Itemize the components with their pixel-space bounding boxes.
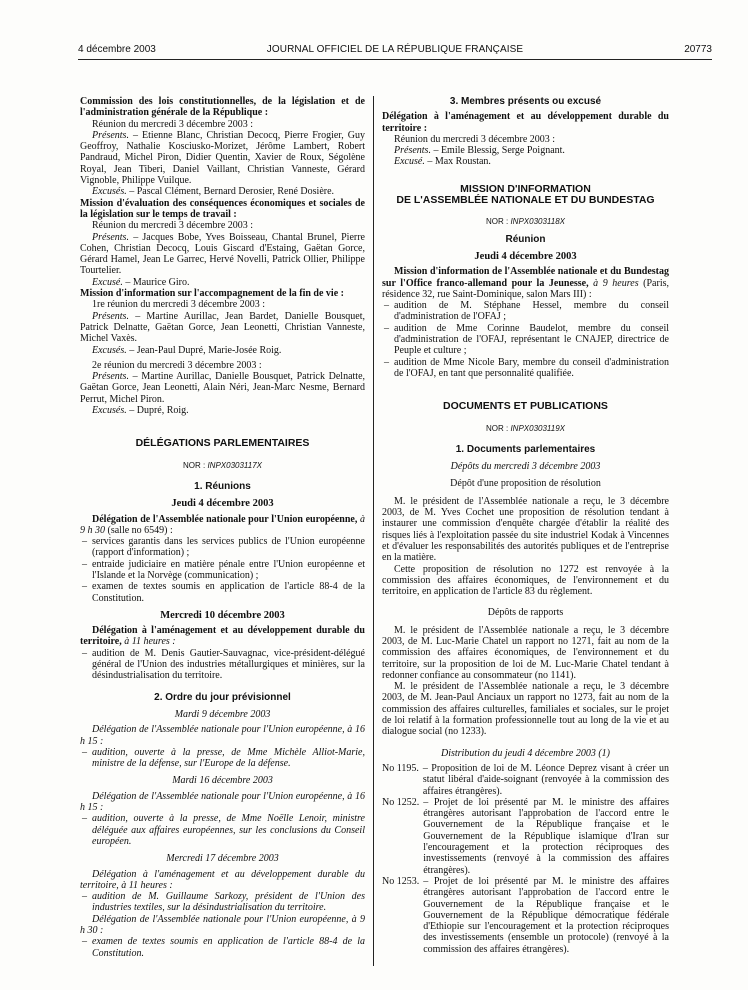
excused-names: – Pascal Clément, Bernard Derosier, René Dosière. — [129, 186, 335, 198]
membres-excused — [382, 156, 669, 167]
reunions-date-2: Mercredi 10 décembre 2003 — [160, 609, 285, 621]
delegation-ue-agenda — [80, 536, 365, 604]
ordre-delegation-1: Délégation de l'Assemblée nationale pour l'Union européenne, à 16 h 15 : — [80, 724, 365, 747]
mission-fin-de-vie-present-2 — [80, 371, 365, 405]
excused-label: Excusés. — [92, 186, 127, 198]
list-item: – audition de M. Denis Gautier-Sauvagnac, vice-président-délégué général de l'Union des industries métallurgiques et minières, sur la désindustrialisation du territoire. — [80, 648, 365, 682]
list-item: – entraide judiciaire en matière pénale entre l'Union européenne et l'Islande et la Norvège (communication) ; — [80, 559, 365, 582]
distribution-date: Distribution du jeudi 4 décembre 2003 (1) — [440, 747, 611, 759]
list-item: – audition de M. Stéphane Hessel, membre du conseil d'administration de l'OFAJ ; — [382, 300, 669, 323]
depots-date: Dépôts du mercredi 3 décembre 2003 — [450, 461, 601, 473]
delegations-nor — [80, 460, 365, 471]
nor-label: NOR : — [485, 217, 509, 227]
nor-code: INPX0303117X — [207, 460, 263, 470]
membres-heading: 3. Membres présents ou excusé — [449, 96, 602, 107]
delegation-title: Délégation à l'aménagement et au développement durable du territoire, — [80, 625, 365, 648]
depots-rapports-paragraph-2: M. le président de l'Assemblée nationale a reçu, le 3 décembre 2003, de M. Jean-Paul Anciaux un rapport no 1273, fait au nom de la commission des affaires culturelles, familiales et sociales, sur le projet de loi relatif à la formation professionnelle tout au long de la vie et au dialogue social (no 1233). — [382, 681, 669, 738]
ordre-delegation-3a: Délégation à l'aménagement et au développement durable du territoire, à 11 heures : — [80, 868, 365, 891]
nor-label: NOR : — [485, 423, 509, 433]
ordre-agenda-3b — [80, 936, 365, 959]
mission-heading-line-2: DE L'ASSEMBLÉE NATIONALE ET DU BUNDESTAG — [396, 194, 655, 207]
delegation-time: à 11 heures : — [124, 636, 176, 648]
reunions-heading: 1. Réunions — [194, 480, 251, 492]
membres-delegation-title: Délégation à l'aménagement et au développement durable du territoire : — [382, 111, 669, 134]
depots-rapports-subheading: Dépôts de rapports — [487, 607, 564, 619]
list-item: – examen de textes soumis en application de l'article 88-4 de la Constitution. — [80, 581, 365, 604]
membres-meeting: Réunion du mercredi 3 décembre 2003 : — [394, 133, 556, 145]
left-column — [80, 96, 365, 959]
mission-fin-de-vie-title: Mission d'information sur l'accompagnement de la fin de vie : — [80, 288, 344, 300]
mission-fin-de-vie-excused-1 — [80, 345, 365, 356]
present-label: Présents. — [92, 310, 129, 322]
ordre-delegation-2: Délégation de l'Assemblée nationale pour l'Union européenne, à 16 h 15 : — [80, 790, 365, 814]
excused-label: Excusés. — [92, 344, 127, 356]
depot-resolution-paragraph-2: Cette proposition de résolution no 1272 est renvoyée à la commission des affaires économiques, de l'environnement et du territoire, en application de l'article 83 du règlement. — [382, 563, 669, 598]
reunions-date-1: Jeudi 4 décembre 2003 — [171, 498, 274, 510]
ordre-agenda-3a — [80, 891, 365, 914]
present-label: Présents. — [92, 371, 129, 383]
document-text: – Projet de loi présenté par M. le ministre des affaires étrangères autorisant l'approbation de l'accord entre le Gouvernement de la République française et le Gouvernement de la République démocratique fédérale d'Ethiopie sur l'encouragement et la protection réciproques des investissements (ensemble un protocole) (renvoyé à la commission des affaires étrangères). — [423, 875, 669, 955]
excused-label: Excusés. — [92, 405, 127, 417]
document-text: – Proposition de loi de M. Léonce Deprez visant à créer un statut libéral d'aide-soignant (renvoyée à la commission des affaires étrangères). — [422, 762, 669, 797]
delegation-time: à 9 h 30 — [80, 513, 365, 536]
mission-heading-line-1: MISSION D'INFORMATION — [460, 182, 591, 195]
mission-fin-de-vie-present-1 — [80, 311, 365, 345]
documents-heading: DOCUMENTS ET PUBLICATIONS — [443, 400, 608, 413]
excused-names: – Max Roustan. — [427, 156, 491, 168]
mission-temps-travail-excused — [80, 277, 365, 288]
ordre-date-2: Mardi 16 décembre 2003 — [172, 775, 273, 787]
document-item — [382, 876, 669, 955]
header-rule — [78, 59, 712, 60]
excused-names: – Jean-Paul Dupré, Marie-Josée Roig. — [129, 344, 282, 356]
mission-agenda — [382, 300, 669, 379]
mission-temps-travail-meeting: Réunion du mercredi 3 décembre 2003 : — [92, 220, 254, 232]
depot-resolution-paragraph-1: M. le président de l'Assemblée nationale a reçu, le 3 décembre 2003, de M. Yves Cochet une proposition de résolution tendant à instaurer une commission d'enquête chargée d'établir la réalité des risques liés à l'exploitation passée du site industriel Kodak à Vincennes et d'évaluer les responsabilités des autorités publiques et de l'entreprise en la matière. — [382, 495, 669, 564]
ordre-agenda-2 — [80, 813, 365, 847]
excused-label: Excusé. — [92, 276, 123, 288]
mission-title: Mission d'information de l'Assemblée nationale et du Bundestag sur l'Office franco-allemand pour la Jeunesse, — [382, 266, 669, 289]
list-item: – audition de Mme Corinne Baudelot, membre du conseil d'administration de l'OFAJ, représentant le CNAJEP, directrice de Peuple et culture ; — [382, 323, 669, 357]
document-item — [382, 763, 669, 797]
delegation-territoire-entry — [80, 625, 365, 648]
excused-names: – Maurice Giro. — [125, 276, 190, 288]
depot-resolution-subheading: Dépôt d'une proposition de résolution — [450, 478, 601, 490]
nor-code: INPX0303118X — [510, 217, 566, 227]
present-label: Présents. — [394, 145, 431, 157]
nor-code: INPX0303119X — [510, 423, 566, 433]
commission-lois-excused — [80, 186, 365, 197]
ordre-agenda-1 — [80, 747, 365, 770]
depots-rapports-paragraph-1: M. le président de l'Assemblée nationale a reçu, le 3 décembre 2003, de M. Luc-Marie Chatel un rapport no 1271, fait au nom de la commission des affaires économiques, de l'environnement et du territoire, sur la proposition de loi de M. Luc-Marie Chatel tendant à redonner confiance au consommateur (no 1141). — [382, 624, 669, 681]
ordre-date-3: Mercredi 17 décembre 2003 — [166, 853, 279, 865]
commission-lois-meeting: Réunion du mercredi 3 décembre 2003 : — [92, 118, 254, 130]
excused-names: – Dupré, Roig. — [129, 405, 189, 417]
header-journal-title: JOURNAL OFFICIEL DE LA RÉPUBLIQUE FRANÇAISE — [266, 44, 524, 55]
mission-nor — [382, 216, 669, 227]
documents-nor — [382, 423, 669, 434]
present-names: – Emile Blessig, Serge Poignant. — [433, 145, 565, 157]
list-item: – audition, ouverte à la presse, de Mme Michèle Alliot-Marie, ministre de la défense, sur l'Europe de la défense. — [80, 747, 365, 770]
document-number: No 1253. — [382, 875, 420, 887]
mission-temps-travail-present — [80, 232, 365, 277]
excused-label: Excusé. — [394, 156, 425, 168]
list-item: – audition de M. Guillaume Sarkozy, président de l'Union des industries textiles, sur la désindustrialisation du territoire. — [80, 891, 365, 914]
commission-lois-present — [80, 130, 365, 186]
delegation-room: (salle no 6549) : — [107, 524, 173, 536]
mission-reunion-heading: Réunion — [505, 233, 546, 245]
mission-fin-de-vie-meeting-1: 1re réunion du mercredi 3 décembre 2003 : — [92, 299, 265, 311]
commission-lois-title: Commission des lois constitutionnelles, de la législation et de l'administration générale de la République : — [80, 96, 365, 119]
mission-date: Jeudi 4 décembre 2003 — [474, 250, 577, 262]
ordre-delegation-3b: Délégation de l'Assemblée nationale pour l'Union européenne, à 9 h 30 : — [80, 913, 365, 936]
mission-temps-travail-title: Mission d'évaluation des conséquences économiques et sociales de la législation sur le temps de travail : — [80, 197, 365, 220]
ordre-date-1: Mardi 9 décembre 2003 — [174, 708, 271, 720]
document-number: No 1195. — [382, 762, 419, 774]
present-names: – Martine Aurillac, Danielle Bousquet, Patrick Delnatte, Gaëtan Gorce, Jean Leonetti, Alain Néri, Jean-Marc Nesme, Bernard Perrut, Michel Piron. — [80, 371, 366, 405]
mission-entry — [382, 266, 669, 300]
header-page-number: 20773 — [684, 44, 712, 55]
present-names: – Martine Aurillac, Jean Bardet, Danielle Bousquet, Patrick Delnatte, Gaëtan Gorce, Jean Leonetti, Christian Vanneste, Michel Vaxès. — [80, 310, 365, 345]
membres-present — [382, 145, 669, 156]
present-names: – Etienne Blanc, Christian Decocq, Pierre Frogier, Guy Geoffroy, Nathalie Kosciusko-Morizet, Jérôme Lambert, Robert Pandraud, Michel Piron, Didier Quentin, Xavier de Roux, Ségolène Royal, Jean Tiberi, Daniel Vaillant, Christian Vanneste, Gérard Vignoble, Philippe Vuilque. — [80, 129, 365, 187]
present-names: – Jacques Bobe, Yves Boisseau, Chantal Brunel, Pierre Cohen, Christian Decocq, Louis Giscard d'Estaing, Gaëtan Gorce, Gérard Hamel, Jean Le Garrec, Hervé Novelli, Patrick Ollier, Philippe Tourtelier. — [80, 231, 365, 277]
nor-label: NOR : — [182, 460, 206, 470]
document-text: – Projet de loi présenté par M. le ministre des affaires étrangères autorisant l'approbation de l'accord entre le Gouvernement de la République française et le Gouvernement de la République islamique d'Iran sur l'encouragement et la protection réciproques des investissements (renvoyé à la commission des affaires étrangères). — [423, 796, 669, 876]
delegation-territoire-agenda — [80, 648, 365, 682]
document-item — [382, 797, 669, 876]
delegation-title: Délégation de l'Assemblée nationale pour l'Union européenne, — [92, 513, 358, 525]
mission-time: à 9 heures — [593, 277, 639, 289]
mission-place: (Paris, résidence 32, rue Saint-Dominique, salon Mars III) : — [382, 277, 669, 300]
mission-fin-de-vie-meeting-2: 2e réunion du mercredi 3 décembre 2003 : — [92, 359, 262, 371]
present-label: Présents. — [92, 129, 129, 141]
delegations-heading: DÉLÉGATIONS PARLEMENTAIRES — [135, 437, 310, 450]
mission-fin-de-vie-excused-2 — [80, 405, 365, 416]
list-item: – examen de textes soumis en application de l'article 88-4 de la Constitution. — [80, 936, 365, 959]
page-header — [78, 44, 712, 60]
header-date: 4 décembre 2003 — [78, 44, 156, 55]
document-number: No 1252. — [382, 796, 420, 808]
list-item: – audition, ouverte à la presse, de Mme Noëlle Lenoir, ministre déléguée aux affaires européennes, sur les conclusions du Conseil européen. — [80, 813, 365, 847]
delegation-ue-entry — [80, 514, 365, 537]
ordre-du-jour-heading: 2. Ordre du jour prévisionnel — [154, 691, 291, 703]
present-label: Présents. — [92, 231, 129, 243]
right-column — [382, 96, 669, 955]
list-item: – audition de Mme Nicole Bary, membre du conseil d'administration de l'OFAJ, en tant que personnalité qualifiée. — [382, 357, 669, 380]
list-item: – services garantis dans les services publics de l'Union européenne (rapport d'information) ; — [80, 536, 365, 559]
column-divider — [373, 96, 374, 966]
documents-parlementaires-heading: 1. Documents parlementaires — [455, 443, 596, 455]
